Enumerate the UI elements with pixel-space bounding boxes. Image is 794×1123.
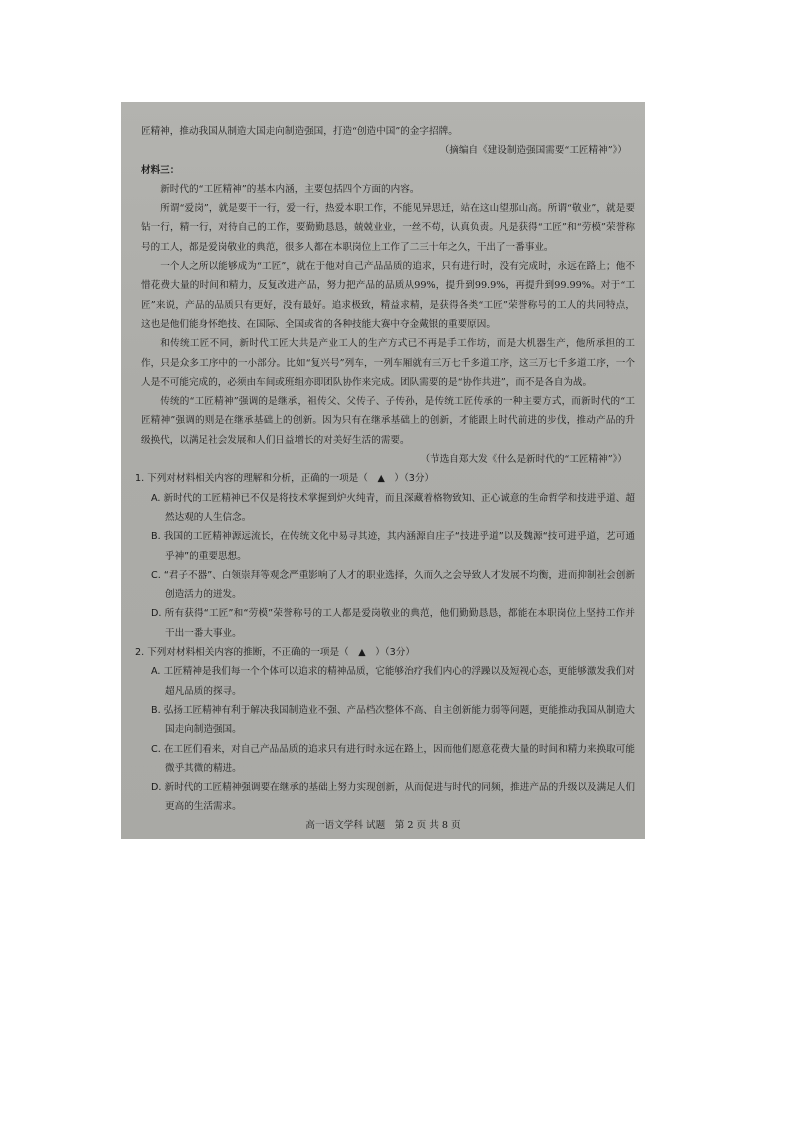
question-2-option-a: A. 工匠精神是我们每一个个体可以追求的精神品质，它能够治疗我们内心的浮躁以及短视心态，更能够激发我们对超凡品质的探寻。 bbox=[151, 666, 635, 697]
question-2-stem: 2. 下列对材料相关内容的推断，不正确的一项是（ ▲ ）（3分） bbox=[135, 647, 415, 659]
question-1-stem: 1. 下列对材料相关内容的理解和分析，正确的一项是（ ▲ ）（3分） bbox=[135, 473, 435, 485]
material-three-paragraph-5: 传统的“工匠精神”强调的是继承，祖传父、父传子、子传孙，是传统工匠传承的一种主要方式，而新时代的“工匠精神”强调的则是在继承基础上的创新。因为只有在继承基础上的创新，才能跟上时代前进的步伐，推动产品的升级换代，以满足社会发展和人们日益增长的对美好生活的需要。 bbox=[141, 396, 635, 446]
material-three-paragraph-3: 一个人之所以能够成为“工匠”，就在于他对自己产品品质的追求，只有进行时，没有完成时，永远在路上；他不惜花费大量的时间和精力，反复改进产品，努力把产品的品质从99%，提升到99.9%，再提升到99.99%。对于“工匠”来说，产品的品质只有更好，没有最好。追求极致，精益求精，是获得各类“工匠”荣誉称号的工人的共同特点，这也是他们能身怀绝技、在国际、全国或省的各种技能大赛中夺金戴银的重要原因。 bbox=[141, 261, 635, 330]
material-three-paragraph-2: 所谓“爱岗”，就是要干一行，爱一行，热爱本职工作，不能见异思迁，站在这山望那山高。所谓“敬业”，就是要钻一行，精一行，对待自己的工作，要勤勤恳恳，兢兢业业，一丝不苟，认真负责。凡是获得“工匠”和“劳模”荣誉称号的工人，都是爱岗敬业的典范，很多人都在本职岗位上工作了二三十年之久，干出了一番事业。 bbox=[141, 203, 635, 253]
scanned-exam-page bbox=[121, 102, 645, 839]
source-citation-2: （节选自郑大发《什么是新时代的“工匠精神”》） bbox=[420, 454, 627, 466]
question-2-option-b: B. 弘扬工匠精神有利于解决我国制造业不强、产品档次整体不高、自主创新能力弱等问题，更能推动我国从制造大国走向制造强国。 bbox=[151, 704, 635, 736]
page-footer: 高一语文学科 试题 第 2 页 共 8 页 bbox=[305, 820, 461, 831]
opening-line: 匠精神，推动我国从制造大国走向制造强国，打造“创造中国”的金字招牌。 bbox=[141, 126, 458, 137]
source-citation-1: （摘编自《建设制造强国需要“工匠精神”》） bbox=[439, 145, 627, 157]
question-1-option-a: A. 新时代的工匠精神已不仅是将技术掌握到炉火纯青，而且深藏着格物致知、正心诚意的生命哲学和技进乎道、超然达观的人生信念。 bbox=[151, 492, 635, 523]
material-three-paragraph-1: 新时代的“工匠精神”的基本内涵，主要包括四个方面的内容。 bbox=[160, 183, 420, 195]
question-2-option-c: C. 在工匠们看来，对自己产品品质的追求只有进行时永远在路上，因而他们愿意花费大量的时间和精力来换取可能微乎其微的精进。 bbox=[151, 743, 635, 774]
material-three-paragraph-4: 和传统工匠不同，新时代工匠大共是产业工人的生产方式已不再是手工作坊，而是大机器生产，他所承担的工作，只是众多工序中的一小部分。比如“复兴号”列车，一列车厢就有三万七千多道工序，这三万七千多道工序，一个人是不可能完成的，必须由车间或班组亦即团队协作来完成。团队需要的是“协作共进”，而不是各自为战。 bbox=[141, 338, 635, 388]
question-1-option-b: B. 我国的工匠精神源远流长，在传统文化中易寻其迹，其内涵源自庄子“技进乎道”以及魏源“技可进乎道，艺可通乎神”的重要思想。 bbox=[151, 531, 635, 562]
question-1-option-d: D. 所有获得“工匠”和“劳模”荣誉称号的工人都是爱岗敬业的典范，他们勤勤恳恳，都能在本职岗位上坚持工作并干出一番大事业。 bbox=[151, 608, 635, 639]
question-1-option-c: C. “君子不器”、白领崇拜等观念严重影响了人才的职业选择，久而久之会导致人才发展不均衡，进而抑制社会创新创造活力的迸发。 bbox=[151, 569, 635, 601]
material-three-heading: 材料三： bbox=[141, 164, 180, 176]
question-2-option-d: D. 新时代的工匠精神强调要在继承的基础上努力实现创新，从而促进与时代的同频，推进产品的升级以及满足人们更高的生活需求。 bbox=[151, 782, 635, 813]
page-content bbox=[135, 122, 635, 817]
